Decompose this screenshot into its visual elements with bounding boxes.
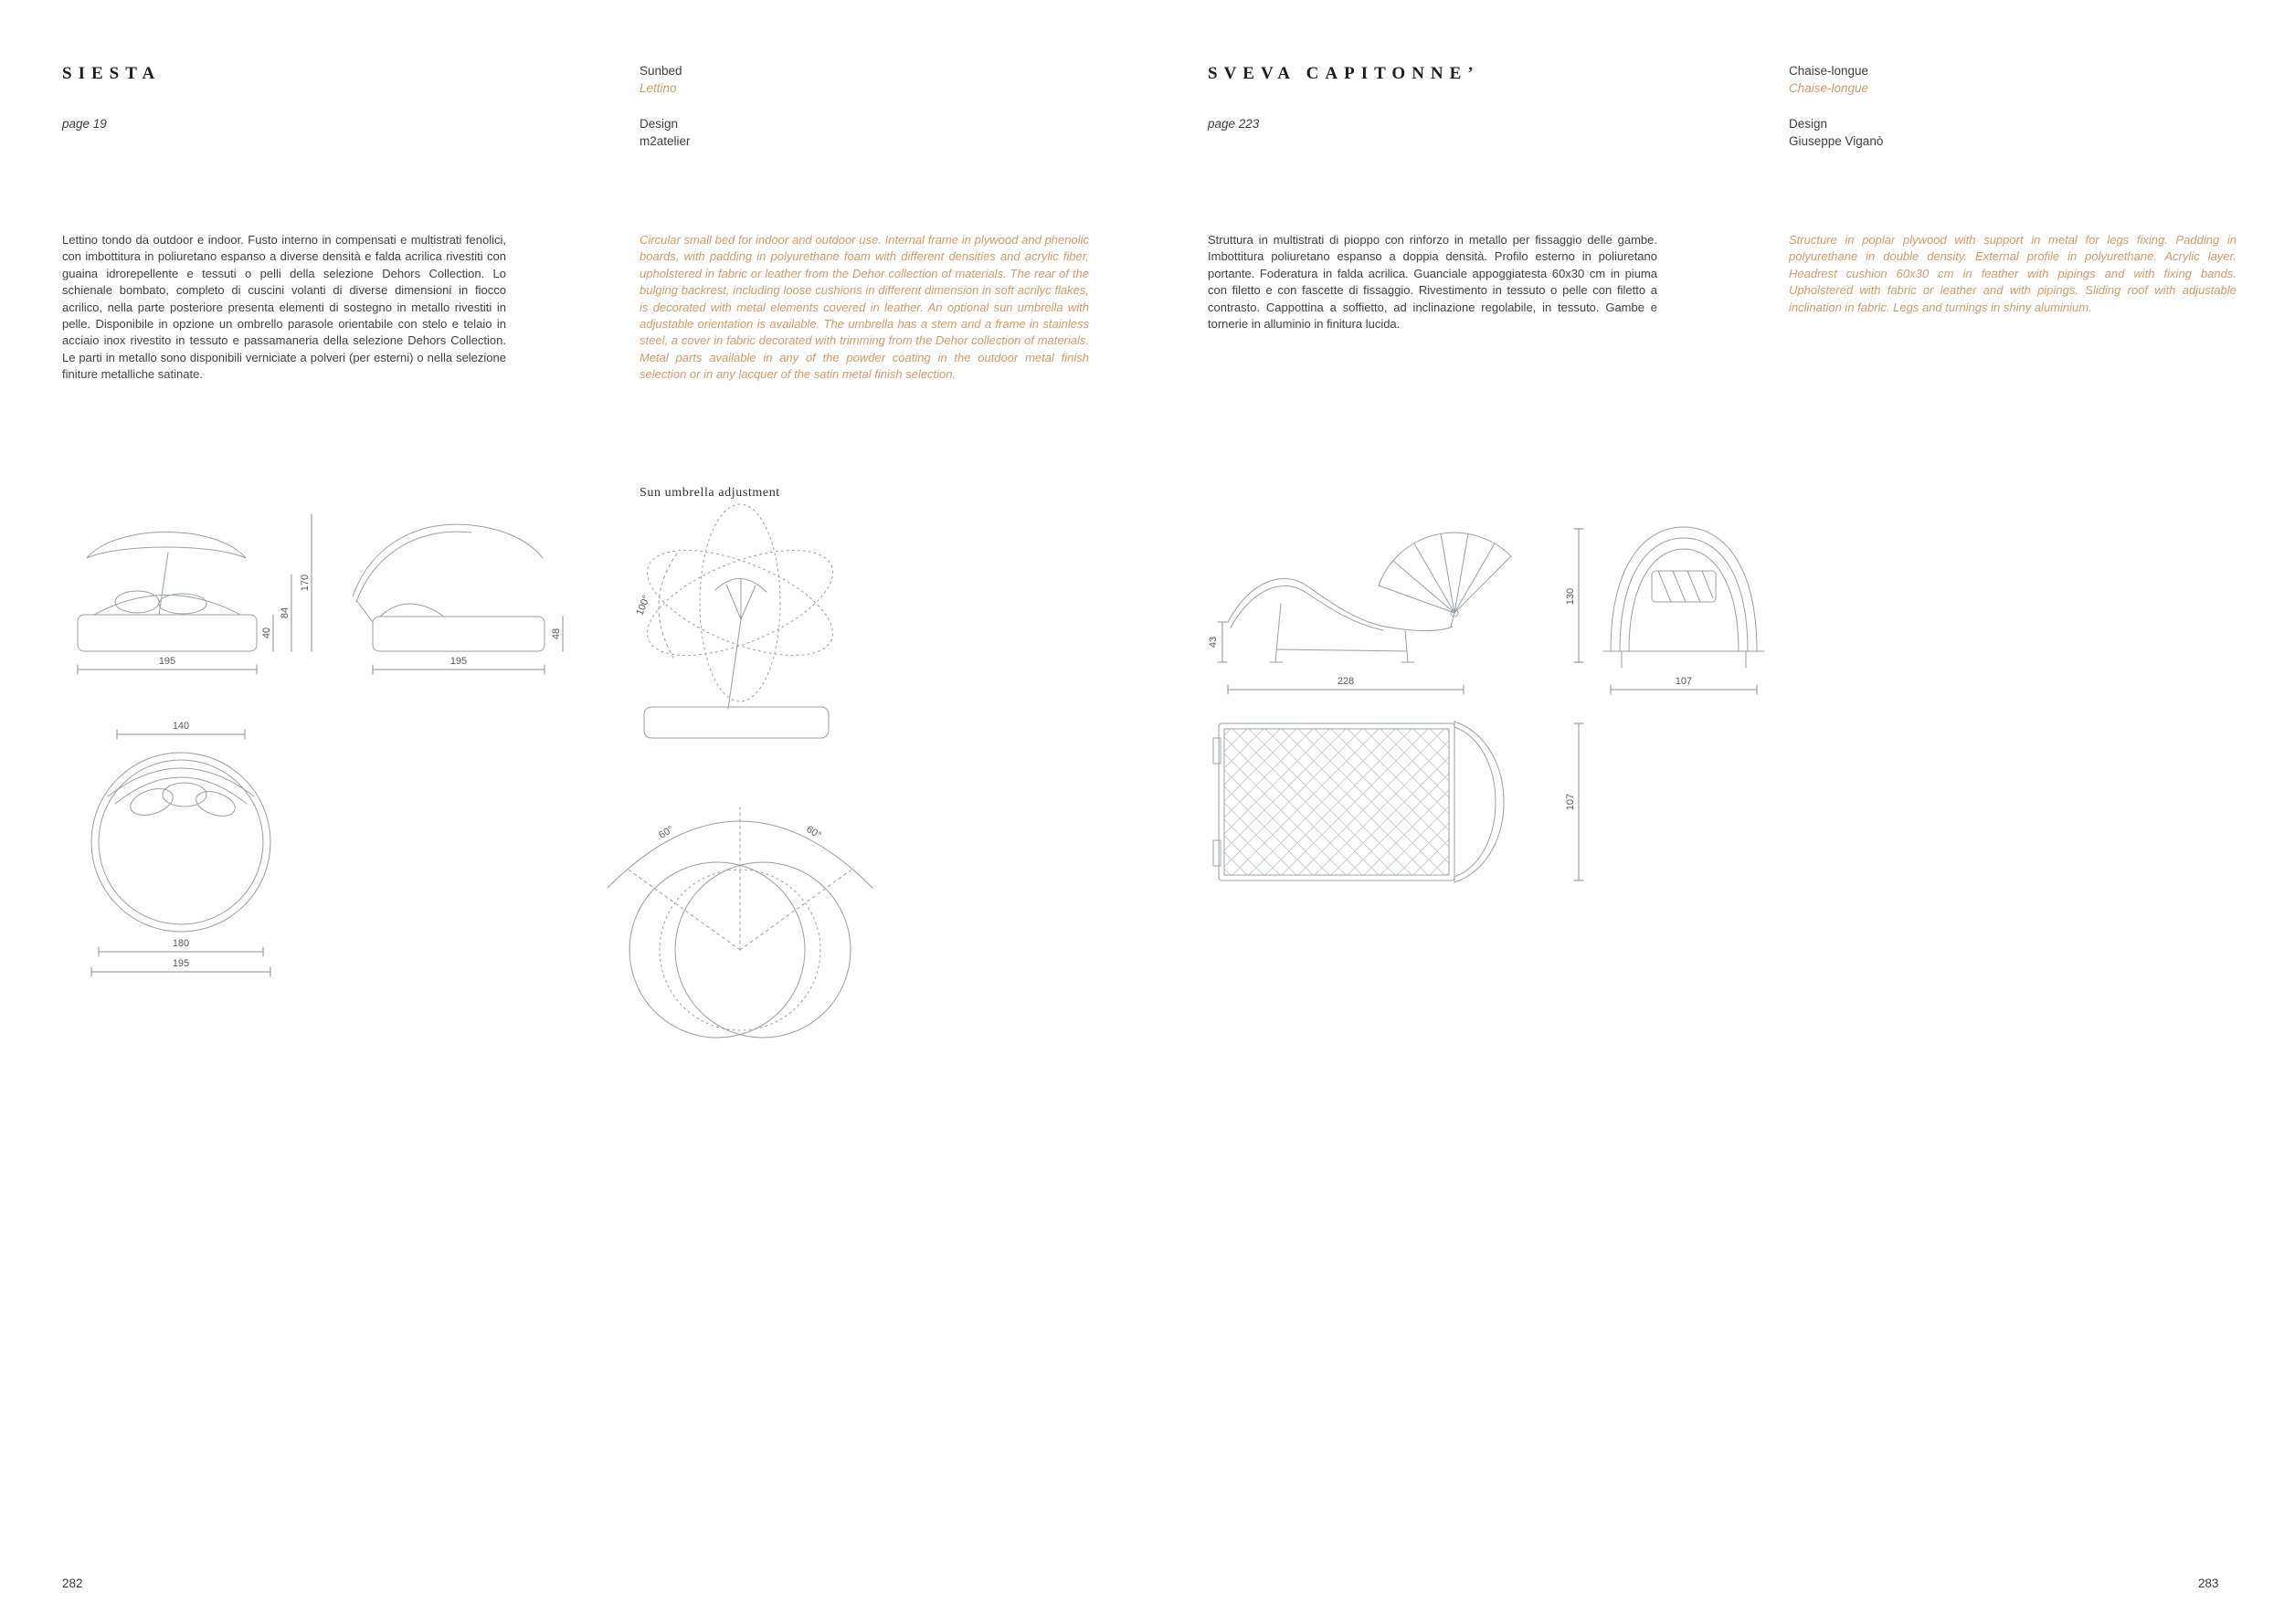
designer-name: Giuseppe Viganò [1789, 134, 1884, 148]
product-type-it: Lettino [640, 81, 677, 95]
sveva-top-view [1213, 722, 1583, 882]
product-type-block-siesta [640, 62, 682, 97]
product-type-block-sveva [1789, 62, 1868, 97]
page-reference-siesta: page 19 [62, 117, 107, 131]
product-type-en: Sunbed [640, 64, 682, 78]
drawing-caption-sun-umbrella: Sun umbrella adjustment [640, 486, 780, 500]
design-label: Design [1789, 117, 1828, 131]
dimension-label-top-outer: 195 [172, 958, 190, 969]
dimension-label-top-depth: 107 [1565, 793, 1576, 811]
design-block-sveva [1789, 115, 1883, 150]
dimension-label-front-width: 195 [158, 656, 176, 667]
design-label: Design [640, 117, 679, 131]
siesta-side-view [353, 524, 563, 674]
sveva-front-view [1603, 527, 1764, 694]
dimension-label-top-backrest-width: 140 [172, 721, 190, 732]
siesta-front-view [78, 514, 312, 674]
product-title-sveva: SVEVA CAPITONNE’ [1208, 64, 1480, 83]
product-type-en: Chaise-longue [1789, 64, 1869, 78]
dimension-label-side-height: 48 [551, 627, 562, 640]
umbrella-rotation-diagram [608, 807, 872, 1038]
dimension-label-side-width: 195 [449, 656, 468, 667]
dimension-label-top-inner: 180 [172, 938, 190, 949]
dimension-label-seat-height: 43 [1208, 636, 1219, 649]
page-number-right: 283 [2198, 1577, 2219, 1590]
dimension-label-front-width: 107 [1675, 676, 1693, 687]
description-italian-siesta: Lettino tondo da outdoor e indoor. Fusto interno in compensati e multistrati fenolici, con imbottitura in poliuretano espanso a diverse densità e falda acrilica rivestiti con guaina idrorepellente e tessuti o pelli della selezione Dehors Collection. Lo schienale bombato, completo di cuscini volanti di diverse dimensioni in fiocco acrilico, nella parte posteriore presenta elementi di sostegno in metallo rivestiti in pelle. Disponibile in opzione un ombrello parasole orientabile con stelo e telaio in acciaio inox rivestito in tessuto e passamaneria della selezione Dehors Collection. Le parti in metallo sono disponibili verniciate a polveri (per esterni) o nella selezione finiture metalliche satinate. [62, 233, 506, 382]
description-english-sveva: Structure in poplar plywood with support in metal for legs fixing. Padding in polyurethane in double density. External profile in polyurethane. Acrylic layer. Headrest cushion 60x30 cm in feather with pipings and with fixing bands. Upholstered with fabric or leather and with pipings. Sliding roof with adjustable inclination in fabric. Legs and turnings in shiny aluminium. [1789, 233, 2236, 314]
page-number-left: 282 [62, 1577, 83, 1590]
dimension-label-canopy-height: 130 [1565, 587, 1576, 606]
dimension-label-platform-height: 40 [261, 627, 272, 639]
designer-name: m2atelier [640, 134, 691, 148]
umbrella-tilt-diagram [633, 504, 846, 738]
siesta-top-view [91, 721, 270, 976]
page-reference-sveva: page 223 [1208, 117, 1260, 131]
siesta-technical-drawing [46, 501, 1096, 1131]
sveva-side-view [1208, 529, 1583, 694]
description-english-siesta: Circular small bed for indoor and outdoor use. Internal frame in plywood and phenolic boards, with padding in polyurethane foam with different densities and acrylic fiber, upholstered in fabric or leather from the Dehor collection of materials. The rear of the bulging backrest, including loose cushions in different dimension in soft acrilyc flakes, is decorated with metal elements covered in leather. An optional sun umbrella with adjustable orientation is available. The umbrella has a stem and a frame in stainless steel, a cover in fabric decorated with trimming from the Dehor collection of materials. Metal parts available in any of the powder coating in the outdoor metal finish selection or in any lacquer of the satin metal finish selection. [640, 233, 1089, 382]
sveva-technical-drawing [1188, 501, 2247, 939]
dimension-label-total-height: 170 [300, 574, 311, 592]
product-title-siesta: SIESTA [62, 64, 162, 83]
dimension-label-rotation-right: 60° [804, 823, 823, 841]
dimension-label-tilt-angle: 100° [634, 594, 653, 617]
design-block-siesta [640, 115, 691, 150]
dimension-label-rotation-left: 60° [657, 823, 676, 841]
description-italian-sveva: Struttura in multistrati di pioppo con rinforzo in metallo per fissaggio delle gambe. Imbottitura poliuretano espanso a doppia densità. Profilo esterno in poliuretano portante. Foderatura in falda acrilica. Guanciale appoggiatesta 60x30 cm in piuma con filetto e con fascette di fissaggio. Rivestimento in tessuto o pelle con filetto a contrasto. Cappottina a soffietto, ad inclinazione regolabile, in tessuto. Gambe e tornerie in alluminio in finitura lucida. [1208, 233, 1657, 332]
dimension-label-backrest-height: 84 [280, 606, 291, 619]
product-type-it: Chaise-longue [1789, 81, 1869, 95]
dimension-label-length: 228 [1337, 676, 1355, 687]
